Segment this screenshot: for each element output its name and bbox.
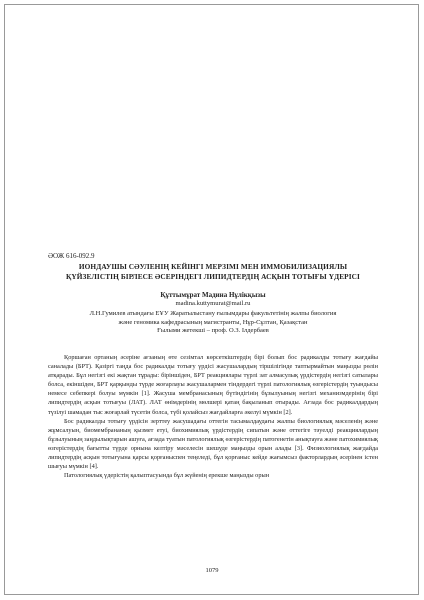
affiliation-line-2: және геномика кафедрасының магистранты, Нұр-Сұлтан, Қазақстан (118, 319, 308, 326)
paragraph-2: Бос радикалды тотығу үрдісін зерттеу жасушадағы оттегін тасымалдаудағы жалпы биологиялық мәселенің және жұмсалуын, биомембрананың қызмет етуі, биохимиялық үрдістердің сипатын және оттегіге тәуелді реакциялардың бұзылуының заңдылықтарын ашуға, ағзада туатын патологиялық өзгерістердің патогенетін анықтауға және патохимиялық өзгерістердің бағытты түрде орнына келтіру мәселесін шешуде маңызды орын алады [3]. Физиологиялық жағдайда липидтердің асқын тотығуына қарсы қорғаныспен теңеледі, бұл қорғаныс кейде жағымсыз факторлардың әсерінен істен шығуы мүмкін [4]. (48, 417, 378, 471)
title-line-1: ИОНДАУШЫ СӘУЛЕНІҢ КЕЙІНГІ МЕРЗІМІ МЕН ИММОБИЛИЗАЦИЯЛЫ (78, 262, 348, 271)
author-email: madina.kuttymurat@mail.ru (175, 300, 251, 307)
article-title (48, 262, 378, 282)
affiliation-line-1: Л.Н.Гумилев атындағы ЕҰУ Жаратылыстану ғылымдары факультетінің жалпы биология (89, 310, 337, 317)
udc-code: ӘОЖ 616-092.9 (48, 252, 95, 260)
supervisor: Ғылыми жетекші – проф. О.З. Ілдербаев (157, 327, 269, 334)
paragraph-3: Патологиялық үдерістің қалыптасуында бұл жүйенің ерекше маңызды орын (64, 472, 270, 480)
page-number: 1079 (205, 567, 219, 574)
affiliation (48, 309, 378, 327)
article-body (48, 353, 378, 480)
author-name: Құттымұрат Мадина Нұлікқызы (160, 291, 266, 299)
paragraph-1: Қоршаған ортаның әсеріне ағзаның өте сезімтал көрсеткіштердің бірі болып бос радикалды тотығу жағдайы саналады (БРТ). Қазіргі таңда бос радикалды тотығу үрдісі жасушалардың тіршілігінде таптырмайтын маңызды рөлін атқарады. Бұл негізгі екі жақтан тұрады: біріншіден, БРТ реакциялары түрлі зат алмасулық үрдістердің негізгі сатылары болса, екіншіден, БРТ қарқынды түрде жоғарлауы жасушалармен тіндердегі түрлі патологиялық өзгерістердің туындысы немесе себепкері болуы мүмкін [1]. Жасуша мембранасының бүтіндігінің бұзылуының негізгі механизмдерінің бірі липидтердің асқын тотығуы (ЛАТ). ЛАТ өнімдерінің мөлшері қатаң бақыланып отырады. Ағзада бос радикалдардың түзілуі шамадан тыс жоғарлай түсетін болса, түбі қолайсыз жағдайларға әкелуі мүмкін [2]. (48, 354, 378, 416)
title-line-2: ҚҮЙЗЕЛІСТІҢ БІРЛЕСЕ ӘСЕРІНДЕГІ ЛИПИДТЕРДІҢ АСҚЫН ТОТЫҒЫ ҮДЕРІСІ (66, 272, 360, 281)
